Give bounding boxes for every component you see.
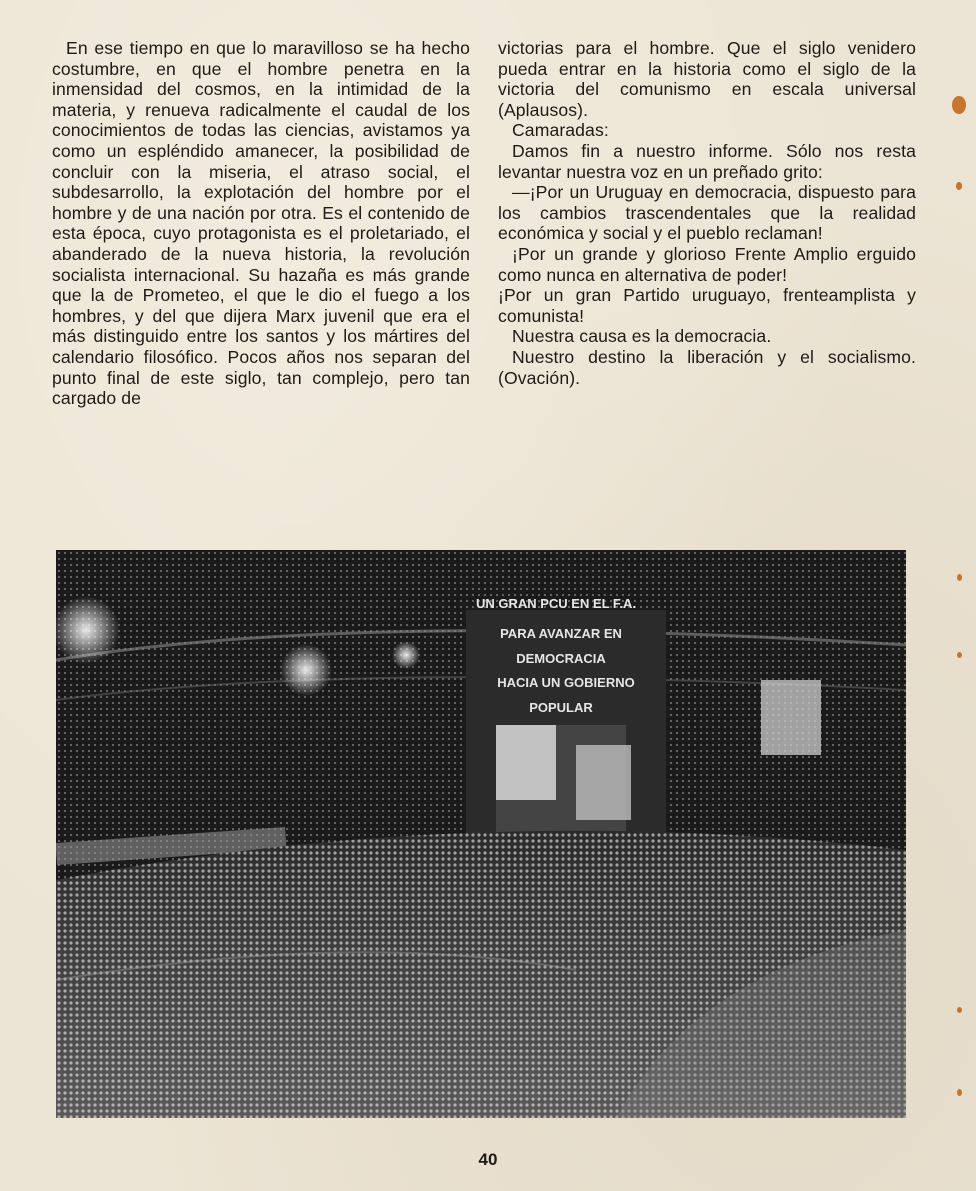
binder-hole-6	[957, 1089, 962, 1096]
banner-line-3: DEMOCRACIA	[516, 651, 606, 666]
salutation: Camaradas:	[512, 120, 609, 141]
slogan-uruguay: —¡Por un Uruguay en democracia, dispuesto para los cambios trascendentales que la realidad económica y social y el pueblo reclaman!	[498, 182, 916, 244]
page-number: 40	[478, 1150, 498, 1169]
binder-hole-4	[957, 652, 962, 658]
right-text-column	[498, 38, 916, 388]
left-text-column	[52, 38, 470, 409]
banner-line-5: POPULAR	[529, 700, 593, 715]
left-paragraph-1: En ese tiempo en que lo maravilloso se ha hecho costumbre, en que el hombre penetra en la inmensidad del cosmos, en la intimidad de la materia, y renueva radicalmente el caudal de los conocimientos de todas las ciencias, avistamos ya como un espléndido amanecer, la posibilidad de concluir con la miseria, el atraso social, el subdesarrollo, la explotación del hombre por el hombre y de una nación por otra. Es el contenido de esta época, cuyo protagonista es el proletariado, el abanderado de la nueva historia, la revolución socialista internacional. Su hazaña es más grande que la de Prometeo, el que le dio el fuego a los hombres, y del que dijera Marx juvenil que era el más distinguido entre los santos y los mártires del calendario filosófico. Pocos años nos separan del punto final de este siglo, tan complejo, pero tan cargado de	[52, 38, 470, 409]
closing-destino: Nuestro destino la liberación y el socialismo. (Ovación).	[498, 346, 916, 388]
slogan-partido: ¡Por un gran Partido uruguayo, frenteamplista y comunista!	[498, 285, 916, 326]
banner-line-2: PARA AVANZAR EN	[500, 626, 622, 641]
binder-hole-3	[957, 574, 962, 581]
banner-line-4: HACIA UN GOBIERNO	[497, 675, 635, 690]
closing-democracia: Nuestra causa es la democracia.	[512, 326, 772, 347]
right-paragraph-3: Damos fin a nuestro informe. Sólo nos resta levantar nuestra voz en un preñado grito:	[498, 140, 916, 182]
slogan-frente-amplio: ¡Por un grande y glorioso Frente Amplio erguido como nunca en alternativa de poder!	[498, 243, 916, 285]
right-paragraph-1: victorias para el hombre. Que el siglo venidero pueda entrar en la historia como el siglo de la victoria del comunismo en escala universal (Aplausos).	[498, 38, 916, 120]
binder-hole-2	[956, 182, 962, 190]
banner-line-1: UN GRAN PCU EN EL F.A.	[475, 596, 637, 611]
binder-hole-5	[957, 1007, 962, 1013]
rally-photo	[56, 550, 906, 1118]
binder-hole-1	[952, 96, 966, 114]
